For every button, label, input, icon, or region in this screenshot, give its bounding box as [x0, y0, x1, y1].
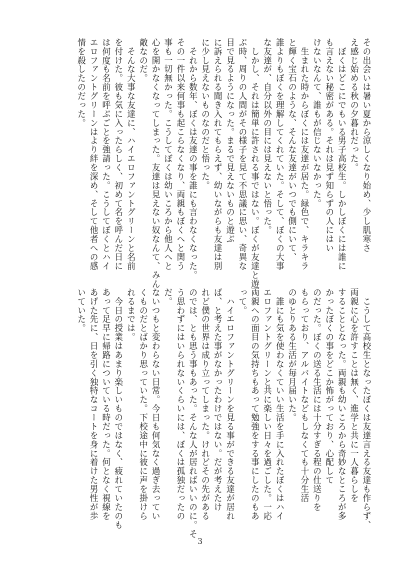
text-line: いていた。 [76, 288, 87, 333]
text-line: 今日の授業はあまり楽しいものではなく、疲れていたのも [113, 288, 124, 530]
text-line: あって足早に帰路についている時だった。何となく視線を [101, 288, 112, 521]
text-line: いつもと変わらない日常。今日も何気なく過ぎ去ってい [151, 288, 162, 521]
text-line: くものだとばかり思っていた。下校途中に彼に声を掛けら [138, 288, 149, 521]
text-line: 情を殺したのだった。 [76, 38, 87, 128]
text-line: う思わずにはいられないくらいには、ぼくは孤独だったの [175, 288, 186, 521]
text-line: エロファントグリーンはより絆を深め、そして他者への感 [89, 38, 100, 271]
text-line: のゆとりある生活が毎月届いた。 [287, 288, 298, 423]
text-line: ば、と考えた事がなかったわけではない。だが考えたけ [213, 288, 224, 512]
text-line: かったぼくの事をどこか怖がっており、心配して [324, 288, 335, 485]
text-line: は何度も名前を呼ぶごとを強請った。こうしてぼくとハイ [101, 38, 112, 271]
text-line: を付けた。彼も気に入ったらしく、初めて名を呼んだ日に [113, 38, 124, 271]
text-line: その一件以来何事も起こらなくなり、両親もぼくへと関う [175, 38, 186, 271]
text-line: そんな大事な友達に、ハイエロファントグリーンと名前 [126, 38, 137, 271]
text-line: することとなった。両親も幼いころから奇妙なところが多 [337, 288, 348, 521]
page-number: 3 [197, 537, 203, 546]
text-line: のでは、とも思う事もあった。そんな人が居ればいいのに。そ [188, 288, 199, 539]
text-line: に訴えられる聞き入れてもらえず、幼いながらも友達は別 [213, 38, 224, 271]
text-line: に少し見えないものなのだと悟った。 [200, 38, 211, 190]
text-line: も言えない秘密がある。それは見ず知らずの人にはい [324, 38, 335, 253]
text-line: 生まれた時からぼくには友達が居た。緑色で、キラキラ [299, 38, 310, 271]
bottom-text-block [33, 288, 373, 539]
text-line: 事も一切無かった。こうしてぼくは幼いころから他人へと [163, 38, 174, 271]
text-line: 両親への面目の気持ちもあって勉強をする事にしたのもあ [250, 288, 261, 521]
text-line: しかし、それは簡単に許される事ではない。ぼくが友達と遊 [250, 38, 261, 289]
text-line: ハイエロファントグリーンを見る事ができる友達が居れ [225, 288, 236, 521]
text-line: だ。 [163, 288, 174, 306]
text-line: 敵なのだ。 [138, 38, 149, 83]
text-line: のだった。ぼくの送る生活には十分すぎる程の仕送りを [312, 288, 323, 512]
text-line: それから数年、ぼくは友達の事を誰にも言わなくなった。 [188, 38, 199, 280]
text-line: けないなんて、誰もが信じないなかった。 [312, 38, 323, 208]
text-line: ぶ時、周りの人間がその様子を見て不思議に思い、奇異な [237, 38, 248, 271]
text-line: れるまでは。 [126, 288, 137, 342]
text-line: と輝く宝石のような、そんな友達がいつでも側にいて、 [287, 38, 298, 262]
text-line: 心を開かなくなってしまった。友達は見えない奴なんて、みんな [151, 38, 162, 298]
text-line: その出会いは暑い夏から涼しくなり始め、少し肌寒さ [362, 38, 372, 253]
text-line: もらっており、アルバイトなどもしなくても十分生活 [299, 288, 310, 503]
text-line: あげた先に、日を引く独特なコートを身に着けた男性が歩 [89, 288, 100, 521]
text-line: え感じ始める秋の夕暮れだった。 [349, 38, 360, 173]
text-line: 誰にも気を使わなくていい生活を手に入れたぼくはハイ [275, 288, 286, 521]
text-line: 目で見るようになった。まるで見えないものと遊ぶ [225, 38, 236, 244]
text-line: れど僕の世界は成り立ってしまった。けれどその先がある [200, 288, 211, 521]
text-line: って。 [237, 288, 248, 315]
top-text-block [33, 38, 373, 298]
text-line: こうして高校生となったぼくは友達言える友達も作らず、 [362, 288, 372, 530]
text-line: な友達が、自分以外の目には見えないと悟った。 [262, 38, 273, 235]
text-line: エロファントグリーンと共に楽しい日々を過ごした。一応 [262, 288, 273, 521]
text-line: 両親に心を許すことは無く、進学と共に一人暮らしを [349, 288, 360, 503]
text-line: ぼくはどこにでもいる男子高校生。しかしぼくには誰に [337, 38, 348, 271]
text-line: 誰よりもぼくを理解してくれていた。そして、ぼくの大事 [275, 38, 286, 271]
